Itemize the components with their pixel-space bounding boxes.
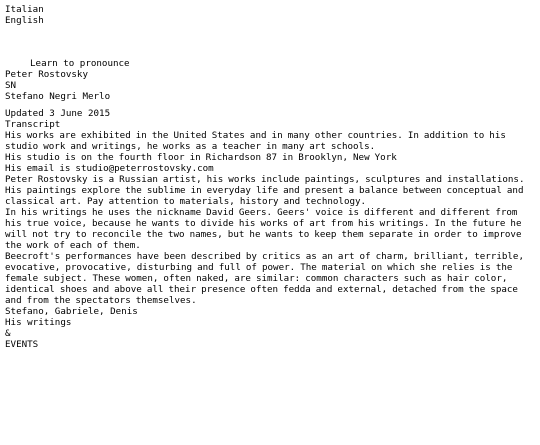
updated-date: Updated 3 June 2015: [5, 108, 111, 119]
paragraph-studio-location: His studio is on the fourth floor in Richardson 87 in Brooklyn, New York: [5, 152, 397, 163]
paragraph-nickname: In his writings he uses the nickname David Geers. Geers' voice is different and different from his true voice, because he wants to divide his works of art from his writings. In the future he will not try to reconcile the two names, but he wants to keep them separate in order to improve the work of each of them.: [5, 207, 522, 251]
initials: SN: [5, 80, 17, 91]
learn-to-pronounce-link[interactable]: Learn to pronounce: [30, 58, 130, 69]
contributors-names: Stefano, Gabriele, Denis: [5, 306, 138, 317]
his-writings-link[interactable]: His writings: [5, 317, 72, 328]
paragraph-biography: Peter Rostovsky is a Russian artist, his works include paintings, sculptures and installations. His paintings explore the sublime in everyday life and present a balance between conceptual and classical art. Pay attention to materials, history and technology.: [5, 174, 525, 207]
events-link[interactable]: EVENTS: [5, 339, 39, 350]
ampersand: &: [5, 328, 11, 339]
paragraph-performances: Beecroft's performances have been described by critics as an art of charm, brilliant, terrible, evocative, provocative, disturbing and full of power. The material on which she relies is the female subject. These women, often naked, are similar: common characters such as hair color, identical shoes and above all their presence often fedda and external, detached from the space and from the spectators themselves.: [5, 251, 524, 306]
paragraph-email: His email is studio@peterrostovsky.com: [5, 163, 214, 174]
language-link-english[interactable]: English: [5, 15, 44, 26]
author-name: Peter Rostovsky: [5, 69, 88, 80]
translator-name: Stefano Negri Merlo: [5, 91, 111, 102]
paragraph-exhibitions: His works are exhibited in the United States and in many other countries. In addition to his studio work and writings, he works as a teacher in many art schools.: [5, 130, 506, 152]
transcript-link[interactable]: Transcript: [5, 119, 61, 130]
page-content: [5, 4, 535, 350]
language-link-italian[interactable]: Italian: [5, 4, 44, 15]
